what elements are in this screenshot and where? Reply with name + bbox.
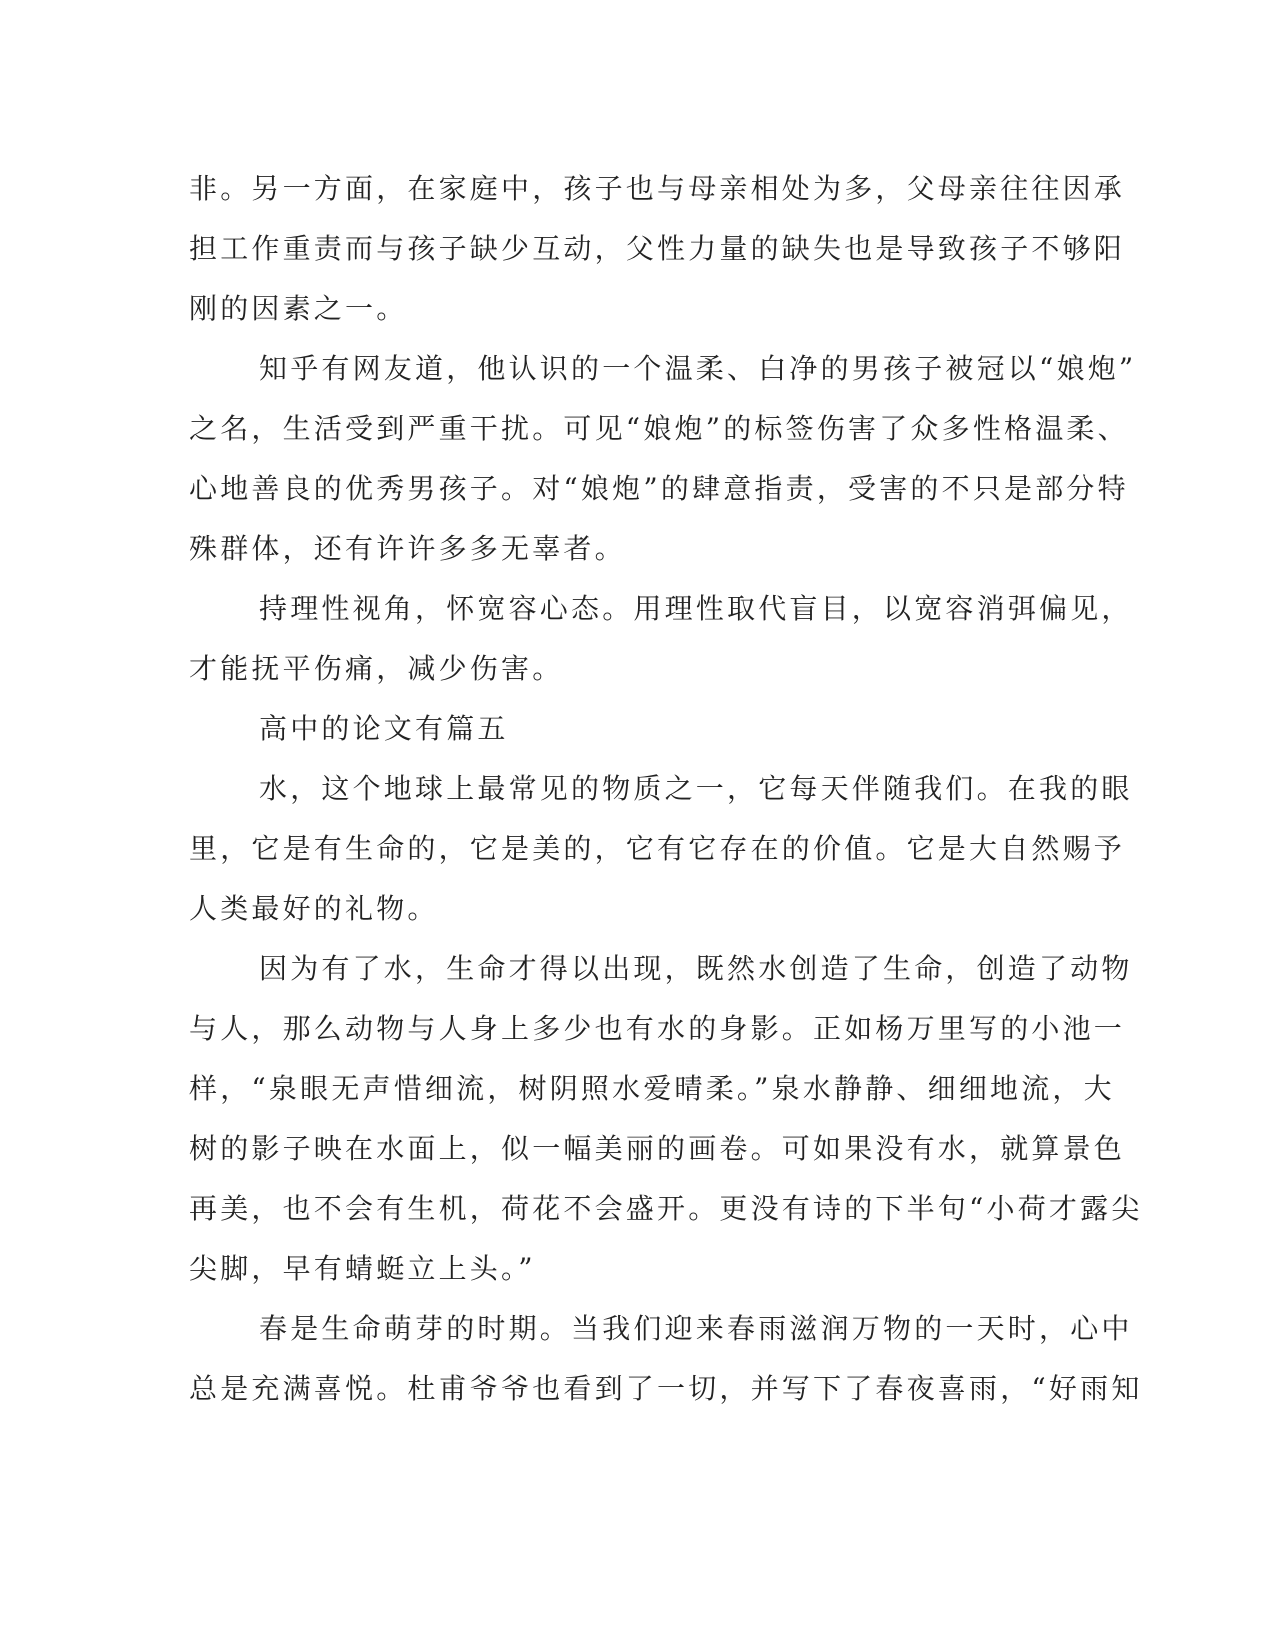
- text-line: 非。另一方面，在家庭中，孩子也与母亲相处为多，父母亲往往因承: [189, 172, 1126, 205]
- paragraph-start-line: 水，这个地球上最常见的物质之一，它每天伴随我们。在我的眼: [259, 772, 1133, 805]
- text-line: 尖脚，早有蜻蜓立上头。”: [189, 1252, 536, 1285]
- text-line: 担工作重责而与孩子缺少互动，父性力量的缺失也是导致孩子不够阳: [189, 232, 1126, 265]
- body-text: [189, 159, 1143, 1419]
- text-line: 心地善良的优秀男孩子。对“娘炮”的肆意指责，受害的不只是部分特: [189, 472, 1129, 505]
- paragraph-start-line: 春是生命萌芽的时期。当我们迎来春雨滋润万物的一天时，心中: [259, 1312, 1133, 1345]
- text-line: 总是充满喜悦。杜甫爷爷也看到了一切，并写下了春夜喜雨，“好雨知: [189, 1372, 1143, 1405]
- section-heading: 高中的论文有篇五: [259, 712, 509, 745]
- text-line: 再美，也不会有生机，荷花不会盛开。更没有诗的下半句“小荷才露尖: [189, 1192, 1143, 1225]
- paragraph-start-line: 因为有了水，生命才得以出现，既然水创造了生命，创造了动物: [259, 952, 1133, 985]
- text-line: 才能抚平伤痛，减少伤害。: [189, 652, 564, 685]
- text-line: 殊群体，还有许许多多无辜者。: [189, 532, 626, 565]
- text-line: 人类最好的礼物。: [189, 892, 439, 925]
- text-line: 之名，生活受到严重干扰。可见“娘炮”的标签伤害了众多性格温柔、: [189, 412, 1129, 445]
- paragraph-start-line: 持理性视角，怀宽容心态。用理性取代盲目，以宽容消弭偏见，: [259, 592, 1133, 625]
- paragraph-start-line: 知乎有网友道，他认识的一个温柔、白净的男孩子被冠以“娘炮”: [259, 352, 1137, 385]
- text-line: 刚的因素之一。: [189, 292, 408, 325]
- text-line: 样，“泉眼无声惜细流，树阴照水爱晴柔。”泉水静静、细细地流，大: [189, 1072, 1115, 1105]
- text-line: 里，它是有生命的，它是美的，它有它存在的价值。它是大自然赐予: [189, 832, 1126, 865]
- text-line: 树的影子映在水面上，似一幅美丽的画卷。可如果没有水，就算景色: [189, 1132, 1126, 1165]
- text-line: 与人，那么动物与人身上多少也有水的身影。正如杨万里写的小池一: [189, 1012, 1126, 1045]
